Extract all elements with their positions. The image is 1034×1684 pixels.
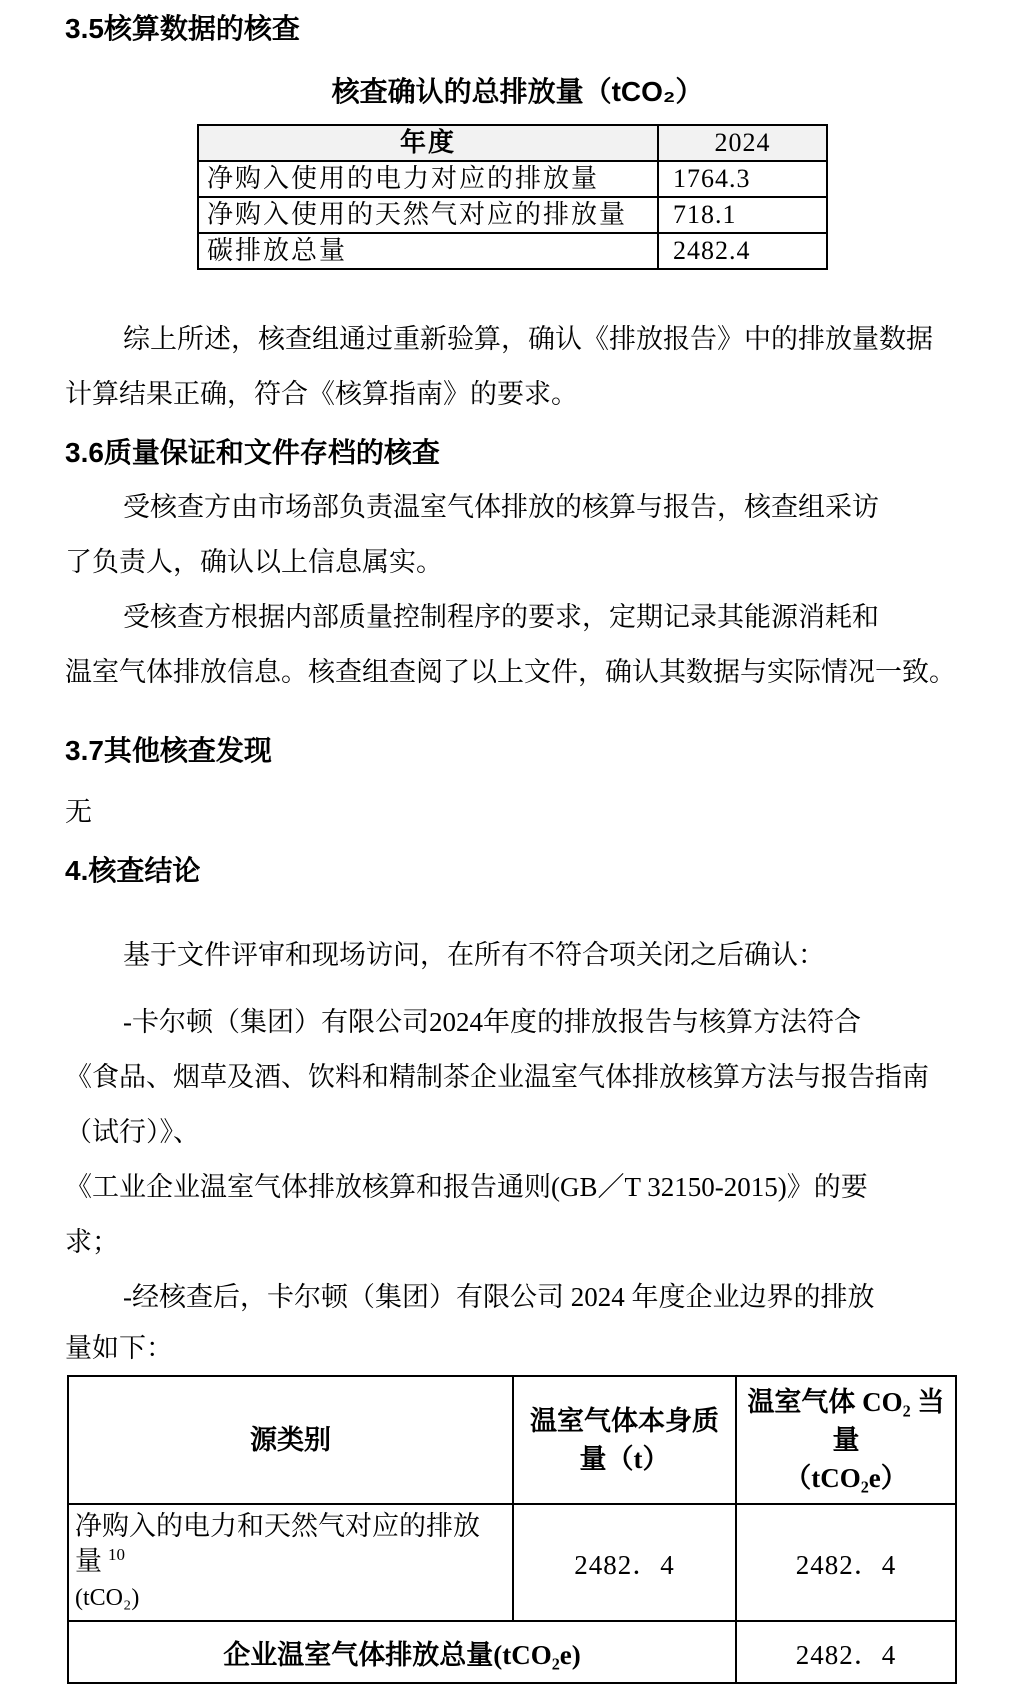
natural-gas-emissions-label: 净购入使用的天然气对应的排放量: [198, 197, 658, 233]
conclusion-intro-paragraph: [65, 928, 970, 983]
paragraph-line: 综上所述，核查组通过重新验算，确认《排放报告》中的排放量数据: [123, 324, 933, 354]
ghg-co2e-header-line2: （tCO₂e）: [784, 1463, 908, 1493]
table-total-row: [68, 1621, 956, 1683]
table-header-row: [198, 125, 827, 161]
paragraph-line: 了负责人，确认以上信息属实。: [65, 547, 443, 577]
source-category-header: 源类别: [68, 1376, 513, 1504]
ghg-mass-value: 2482．4: [513, 1504, 736, 1621]
ghg-mass-header-line1: 温室气体本身质: [530, 1406, 719, 1436]
total-carbon-emissions-label: 碳排放总量: [198, 233, 658, 269]
paragraph-line: 《工业企业温室气体排放核算和报告通则(GB／T 32150-2015)》的要: [65, 1172, 868, 1202]
total-emissions-label: 企业温室气体排放总量(tCO₂e): [68, 1621, 736, 1683]
paragraph-line: 受核查方根据内部质量控制程序的要求，定期记录其能源消耗和: [123, 602, 879, 632]
paragraph-line: 温室气体排放信息。核查组查阅了以上文件，确认其数据与实际情况一致。: [65, 657, 956, 687]
section-3-6-heading: 3.6质量保证和文件存档的核查: [65, 437, 440, 468]
electricity-emissions-label: 净购入使用的电力对应的排放量: [198, 161, 658, 197]
section-4-heading: 4.核查结论: [65, 855, 201, 886]
source-label: 净购入的电力和天然气对应的排放量: [75, 1511, 480, 1576]
paragraph-line: 量如下：: [65, 1333, 173, 1363]
source-unit: (tCO₂): [75, 1585, 140, 1611]
boundary-emissions-table: [67, 1375, 957, 1684]
section-3-5-heading: 3.5核算数据的核查: [65, 13, 300, 44]
emissions-table-title: 核查确认的总排放量（tCO₂）: [331, 76, 704, 107]
paragraph-line: 受核查方由市场部负责温室气体排放的核算与报告，核查组采访: [123, 492, 879, 522]
confirmed-emissions-table: [197, 124, 828, 270]
paragraph-line: -经核查后，卡尔顿（集团）有限公司 2024 年度企业边界的排放: [123, 1282, 875, 1312]
paragraph-line: 求；: [65, 1227, 119, 1257]
summary-paragraph: [65, 312, 970, 422]
table-row: [198, 161, 827, 197]
no-findings-text: [65, 788, 970, 836]
quality-assurance-paragraph-2: [65, 590, 970, 700]
conclusion-finding-2: [65, 1270, 970, 1371]
ghg-co2e-header-line1: 温室气体 CO₂ 当量: [747, 1387, 945, 1455]
natural-gas-emissions-value: 718.1: [658, 197, 827, 233]
quality-assurance-paragraph-1: [65, 480, 970, 590]
electricity-emissions-value: 1764.3: [658, 161, 827, 197]
paragraph-line: 《食品、烟草及酒、饮料和精制茶企业温室气体排放核算方法与报告指南: [65, 1062, 929, 1092]
section-3-7-heading: 3.7其他核查发现: [65, 735, 272, 766]
ghg-co2e-header: [736, 1376, 956, 1504]
paragraph-line: 基于文件评审和现场访问，在所有不符合项关闭之后确认：: [123, 940, 825, 970]
total-carbon-emissions-value: 2482.4: [658, 233, 827, 269]
year-2024-header: 2024: [658, 125, 827, 161]
conclusion-finding-1-continued: [65, 1160, 970, 1270]
paragraph-line: -卡尔顿（集团）有限公司2024年度的排放报告与核算方法符合: [123, 1007, 861, 1037]
ghg-co2e-value: 2482．4: [736, 1504, 956, 1621]
table-row: [198, 197, 827, 233]
ghg-mass-header-line2: 量（t）: [579, 1444, 670, 1474]
table-header-row: [68, 1376, 956, 1504]
ghg-mass-header: [513, 1376, 736, 1504]
year-column-header: 年度: [198, 125, 658, 161]
table-row: [198, 233, 827, 269]
net-purchased-energy-source-cell: [68, 1504, 513, 1621]
footnote-reference: 10: [108, 1545, 125, 1564]
paragraph-line: 计算结果正确，符合《核算指南》的要求。: [65, 379, 578, 409]
paragraph-line: （试行）》、: [65, 1117, 200, 1147]
conclusion-finding-1: [65, 995, 970, 1160]
paragraph-line: 无: [65, 797, 92, 827]
total-emissions-value: 2482．4: [736, 1621, 956, 1683]
table-row: [68, 1504, 956, 1621]
